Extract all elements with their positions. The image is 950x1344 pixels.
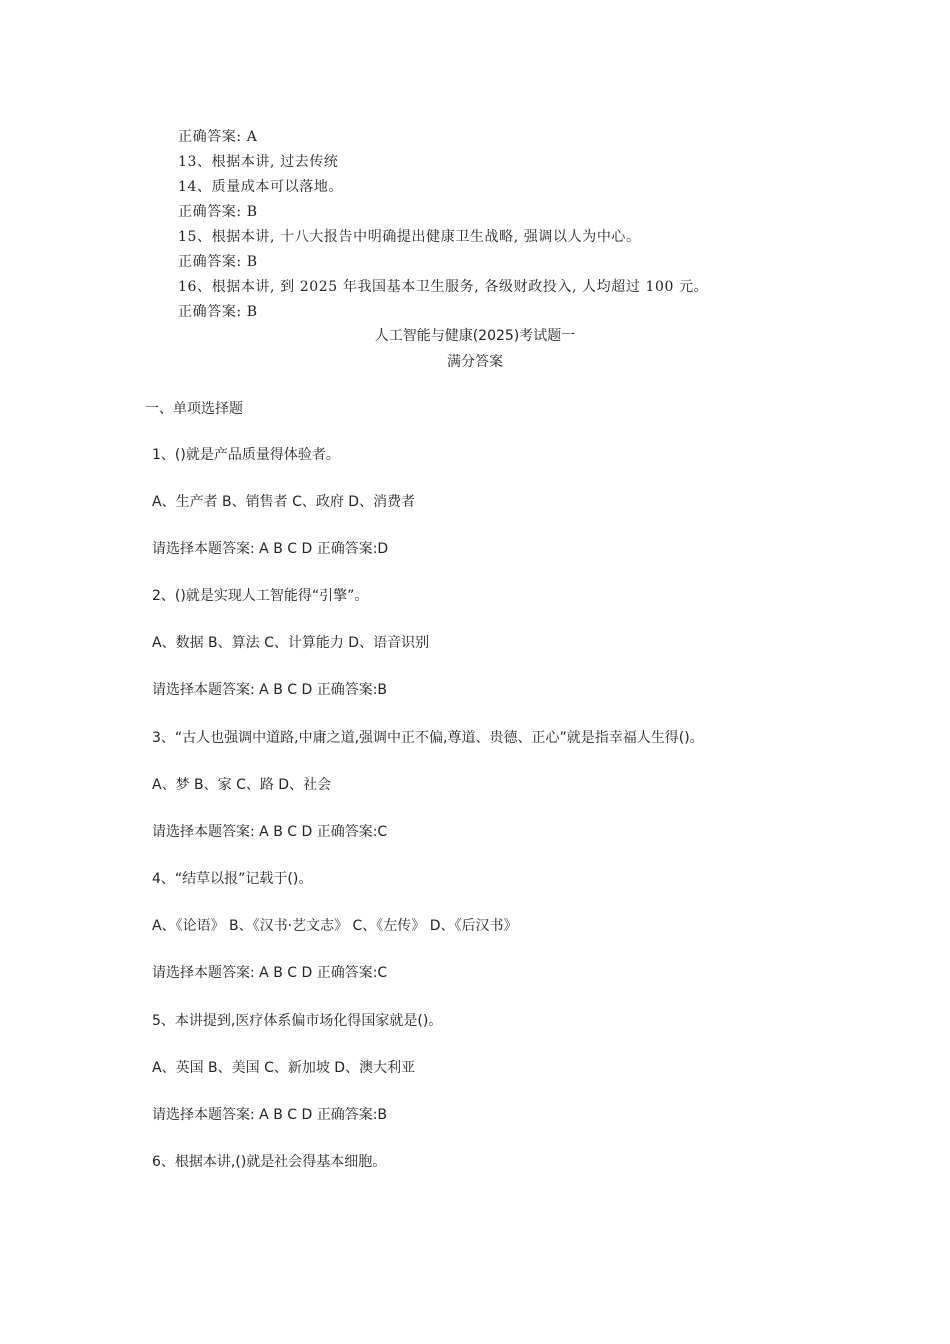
question-options: A、生产者 B、销售者 C、政府 D、消费者	[152, 494, 416, 510]
answer-line: 正确答案: B	[178, 304, 258, 320]
question-text: 3、“古人也强调中道路,中庸之道,强调中正不偏,尊道、贵德、正心”就是指幸福人生得()。	[152, 730, 704, 746]
question-line: 15、根据本讲, 十八大报告中明确提出健康卫生战略, 强调以人为中心。	[178, 229, 641, 245]
answer-line: 正确答案: A	[178, 129, 258, 145]
document-title: 人工智能与健康(2025)考试题一	[374, 328, 576, 344]
question-line: 16、根据本讲, 到 2025 年我国基本卫生服务, 各级财政投入, 人均超过 100 元。	[178, 279, 709, 295]
question-text: 4、“结草以报”记载于()。	[152, 871, 313, 887]
question-answer: 请选择本题答案: A B C D 正确答案:B	[152, 682, 388, 698]
question-answer: 请选择本题答案: A B C D 正确答案:D	[152, 541, 389, 557]
question-options: A、梦 B、家 C、路 D、社会	[152, 777, 332, 793]
document-subtitle: 满分答案	[447, 354, 503, 370]
question-text: 2、()就是实现人工智能得“引擎”。	[152, 588, 369, 604]
answer-line: 正确答案: B	[178, 204, 258, 220]
answer-line: 正确答案: B	[178, 254, 258, 270]
question-options: A、数据 B、算法 C、计算能力 D、语音识别	[152, 635, 430, 651]
question-text: 5、本讲提到,医疗体系偏市场化得国家就是()。	[152, 1013, 443, 1029]
question-answer: 请选择本题答案: A B C D 正确答案:C	[152, 824, 388, 840]
question-options: A、英国 B、美国 C、新加坡 D、澳大利亚	[152, 1060, 416, 1076]
question-text: 1、()就是产品质量得体验者。	[152, 447, 340, 463]
question-line: 13、根据本讲, 过去传统	[178, 154, 339, 170]
question-answer: 请选择本题答案: A B C D 正确答案:C	[152, 965, 388, 981]
question-text: 6、根据本讲,()就是社会得基本细胞。	[152, 1154, 387, 1170]
question-answer: 请选择本题答案: A B C D 正确答案:B	[152, 1107, 388, 1123]
question-options: A、《论语》 B、《汉书·艺文志》 C、《左传》 D、《后汉书》	[152, 918, 518, 934]
section-heading: 一、单项选择题	[145, 401, 243, 417]
question-line: 14、质量成本可以落地。	[178, 179, 344, 195]
